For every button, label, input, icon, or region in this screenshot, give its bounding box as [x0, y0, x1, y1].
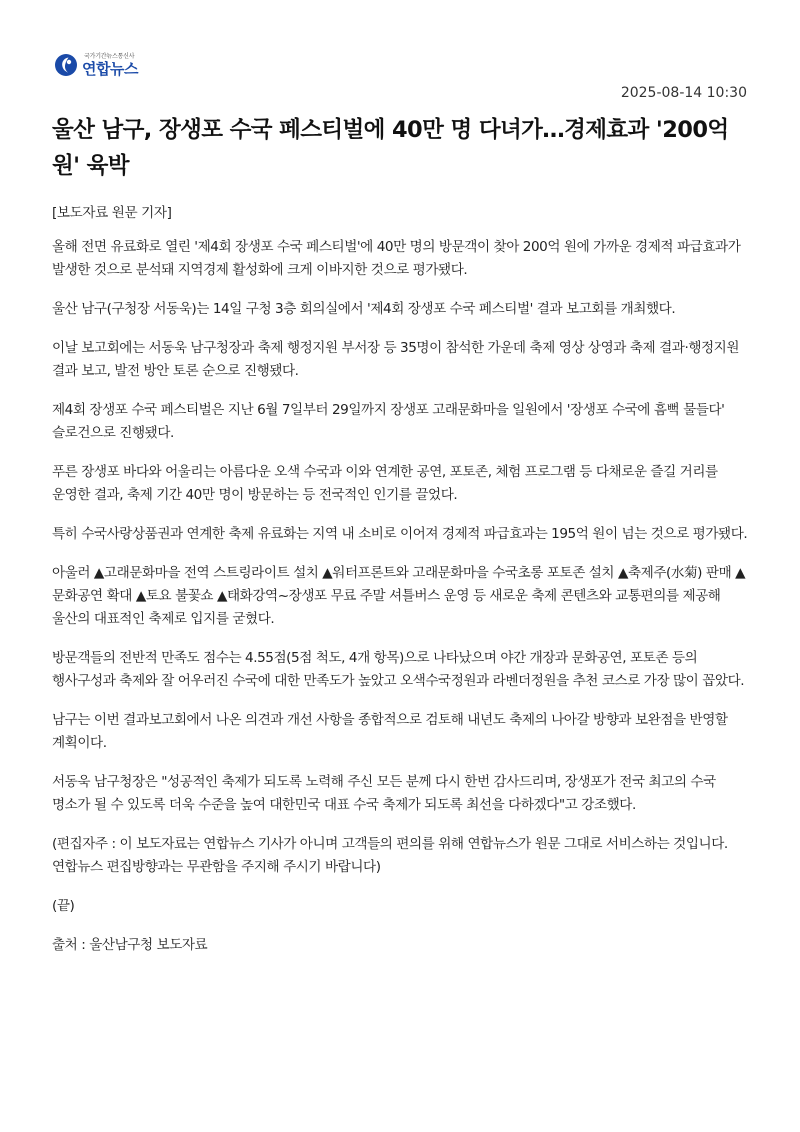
- logo-name: 연합뉴스: [82, 59, 138, 78]
- logo-text: [82, 54, 138, 77]
- article-datetime: 2025-08-14 10:30: [620, 85, 747, 101]
- article-body: [52, 202, 752, 973]
- article-paragraph: 울산 남구(구청장 서동욱)는 14일 구청 3층 회의실에서 '제4회 장생포 수국 페스티벌' 결과 보고회를 개최했다.: [52, 301, 676, 317]
- article-paragraph: 이날 보고회에는 서동욱 남구청장과 축제 행정지원 부서장 등 35명이 참석한 가운데 축제 영상 상영과 축제 결과·행정지원 결과 보고, 발전 방안 토론 순으로 진행됐다.: [52, 340, 740, 379]
- article-paragraph: 제4회 장생포 수국 페스티벌은 지난 6월 7일부터 29일까지 장생포 고래문화마을 일원에서 '장생포 수국에 흠뻑 물들다' 슬로건으로 진행됐다.: [52, 402, 725, 441]
- article-paragraph: 서동욱 남구청장은 "성공적인 축제가 되도록 노력해 주신 모든 분께 다시 한번 감사드리며, 장생포가 전국 최고의 수국 명소가 될 수 있도록 더욱 수준을 높여 대한민국 대표 수국 축제가 되도록 최선을 다하겠다"고 강조했다.: [52, 774, 716, 813]
- article-paragraph: 올해 전면 유료화로 열린 '제4회 장생포 수국 페스티벌'에 40만 명의 방문객이 찾아 200억 원에 가까운 경제적 파급효과가 발생한 것으로 분석돼 지역경제 활성화에 크게 이바지한 것으로 평가됐다.: [52, 239, 741, 278]
- article-byline: [보도자료 원문 기자]: [52, 205, 172, 221]
- yonhap-logo[interactable]: [54, 48, 138, 82]
- editor-note: (편집자주 : 이 보도자료는 연합뉴스 기사가 아니며 고객들의 편의를 위해 연합뉴스가 원문 그대로 서비스하는 것입니다. 연합뉴스 편집방향과는 무관함을 주지해 주시기 바랍니다): [52, 836, 728, 875]
- article-paragraph: 특히 수국사랑상품권과 연계한 축제 유료화는 지역 내 소비로 이어져 경제적 파급효과는 195억 원이 넘는 것으로 평가됐다.: [52, 526, 748, 542]
- article-paragraph: 방문객들의 전반적 만족도 점수는 4.55점(5점 척도, 4개 항목)으로 나타났으며 야간 개장과 문화공연, 포토존 등의 행사구성과 축제와 잘 어우러진 수국에 대한 만족도가 높았고 오색수국정원과 라벤더정원을 추천 코스로 가장 많이 꼽았다.: [52, 650, 745, 689]
- logo-tagline: 국가기간뉴스통신사: [84, 52, 135, 60]
- end-mark: (끝): [52, 898, 75, 914]
- yonhap-logo-icon: [54, 53, 78, 77]
- source-line: 출처 : 울산남구청 보도자료: [52, 937, 208, 953]
- article-paragraph: 남구는 이번 결과보고회에서 나온 의견과 개선 사항을 종합적으로 검토해 내년도 축제의 나아갈 방향과 보완점을 반영할 계획이다.: [52, 712, 728, 751]
- article-title: 울산 남구, 장생포 수국 페스티벌에 40만 명 다녀가…경제효과 '200억 원' 육박: [52, 117, 729, 179]
- article-paragraph: 푸른 장생포 바다와 어울리는 아름다운 오색 수국과 이와 연계한 공연, 포토존, 체험 프로그램 등 다채로운 즐길 거리를 운영한 결과, 축제 기간 40만 명이 방문하는 등 전국적인 인기를 끌었다.: [52, 464, 718, 503]
- article-paragraph: 아울러 ▲고래문화마을 전역 스트링라이트 설치 ▲워터프론트와 고래문화마을 수국초롱 포토존 설치 ▲축제주(水菊) 판매 ▲문화공연 확대 ▲토요 불꽃쇼 ▲태화강역~장생포 무료 주말 셔틀버스 운영 등 새로운 축제 콘텐츠와 교통편의를 제공해 울산의 대표적인 축제로 입지를 굳혔다.: [52, 565, 746, 627]
